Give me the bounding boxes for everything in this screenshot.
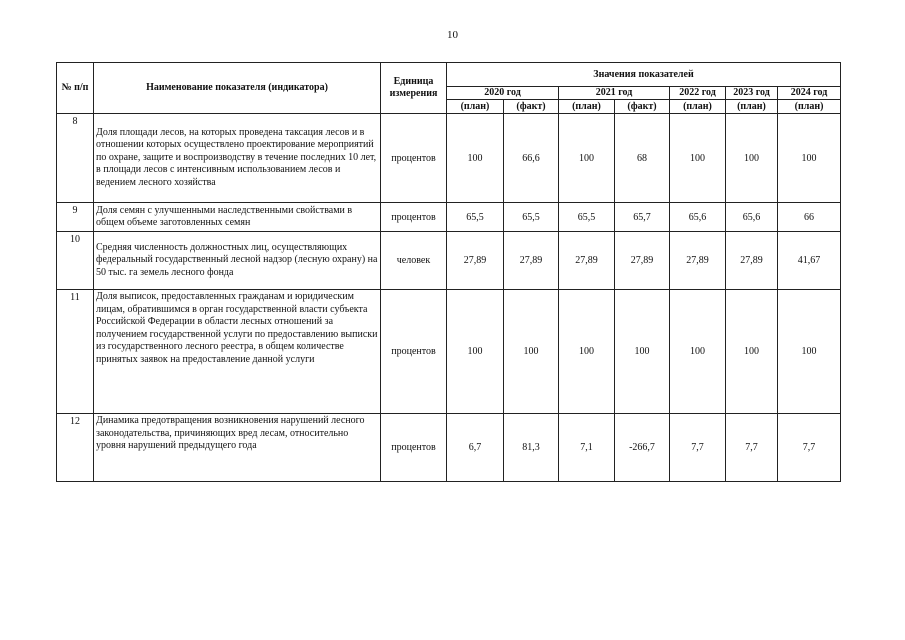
row-value: 65,5 xyxy=(559,203,615,232)
row-value: 100 xyxy=(726,290,778,414)
row-value: 100 xyxy=(559,114,615,203)
header-unit: Единица измерения xyxy=(381,63,447,114)
row-value: 100 xyxy=(559,290,615,414)
row-value: 100 xyxy=(778,290,841,414)
row-value: 66 xyxy=(778,203,841,232)
row-value: 81,3 xyxy=(504,414,559,482)
row-value: 7,1 xyxy=(559,414,615,482)
table-row xyxy=(57,203,841,232)
indicators-table xyxy=(56,62,841,482)
row-value: 7,7 xyxy=(726,414,778,482)
row-value: 27,89 xyxy=(504,232,559,290)
row-num: 8 xyxy=(57,114,94,203)
header-year-2023: 2023 год xyxy=(726,87,778,100)
row-unit: человек xyxy=(381,232,447,290)
row-unit: процентов xyxy=(381,203,447,232)
header-num: № п/п xyxy=(57,63,94,114)
row-value: 100 xyxy=(504,290,559,414)
row-value: 27,89 xyxy=(559,232,615,290)
row-value: 100 xyxy=(615,290,670,414)
table-row xyxy=(57,414,841,482)
header-year-2020: 2020 год xyxy=(447,87,559,100)
page-number: 10 xyxy=(447,29,458,41)
table-row xyxy=(57,290,841,414)
row-value: 65,5 xyxy=(447,203,504,232)
row-value: 66,6 xyxy=(504,114,559,203)
row-value: 7,7 xyxy=(778,414,841,482)
table-row xyxy=(57,232,841,290)
row-value: 100 xyxy=(726,114,778,203)
row-value: 27,89 xyxy=(670,232,726,290)
row-value: 6,7 xyxy=(447,414,504,482)
row-value: 100 xyxy=(447,114,504,203)
row-unit: процентов xyxy=(381,414,447,482)
row-unit: процентов xyxy=(381,290,447,414)
table-row xyxy=(57,114,841,203)
row-value: 65,6 xyxy=(670,203,726,232)
subheader: (план) xyxy=(447,100,504,114)
subheader: (факт) xyxy=(615,100,670,114)
row-value: 65,6 xyxy=(726,203,778,232)
row-name: Динамика предотвращения возникновения нарушений лесного законодательства, причиняющих вред лесам, относительно уровня нарушений предыдущего года xyxy=(94,414,381,482)
subheader: (план) xyxy=(670,100,726,114)
row-value: 27,89 xyxy=(447,232,504,290)
row-num: 11 xyxy=(57,290,94,414)
row-name: Доля площади лесов, на которых проведена таксация лесов и в отношении которых осуществлено проектирование мероприятий по охране, защите и воспроизводству в течение последних 10 лет, в площади лесов с интенсивным использованием лесов и ведением лесного хозяйства xyxy=(94,114,381,203)
header-name: Наименование показателя (индикатора) xyxy=(94,63,381,114)
row-value: 27,89 xyxy=(726,232,778,290)
header-values-group: Значения показателей xyxy=(447,63,841,87)
row-name: Средняя численность должностных лиц, осуществляющих федеральный государственный лесной надзор (лесную охрану) на 50 тыс. га земель лесного фонда xyxy=(94,232,381,290)
row-name: Доля выписок, предоставленных гражданам и юридическим лицам, обратившимся в орган государственной власти субъекта Российской Федерации в области лесных отношений за получением государственной услуги по предоставлению выписки из государственного лесного реестра, в общем количестве принятых заявок на предоставление данной услуги xyxy=(94,290,381,414)
row-unit: процентов xyxy=(381,114,447,203)
header-year-2021: 2021 год xyxy=(559,87,670,100)
row-name: Доля семян с улучшенными наследственными свойствами в общем объеме заготовленных семян xyxy=(94,203,381,232)
row-num: 10 xyxy=(57,232,94,290)
subheader: (факт) xyxy=(504,100,559,114)
header-year-2022: 2022 год xyxy=(670,87,726,100)
row-num: 12 xyxy=(57,414,94,482)
row-value: 27,89 xyxy=(615,232,670,290)
row-num: 9 xyxy=(57,203,94,232)
row-value: 100 xyxy=(447,290,504,414)
row-value: 100 xyxy=(670,114,726,203)
row-value: 100 xyxy=(778,114,841,203)
subheader: (план) xyxy=(778,100,841,114)
header-year-2024: 2024 год xyxy=(778,87,841,100)
row-value: 65,5 xyxy=(504,203,559,232)
subheader: (план) xyxy=(559,100,615,114)
row-value: 7,7 xyxy=(670,414,726,482)
row-value: 65,7 xyxy=(615,203,670,232)
row-value: -266,7 xyxy=(615,414,670,482)
row-value: 68 xyxy=(615,114,670,203)
subheader: (план) xyxy=(726,100,778,114)
row-value: 41,67 xyxy=(778,232,841,290)
row-value: 100 xyxy=(670,290,726,414)
